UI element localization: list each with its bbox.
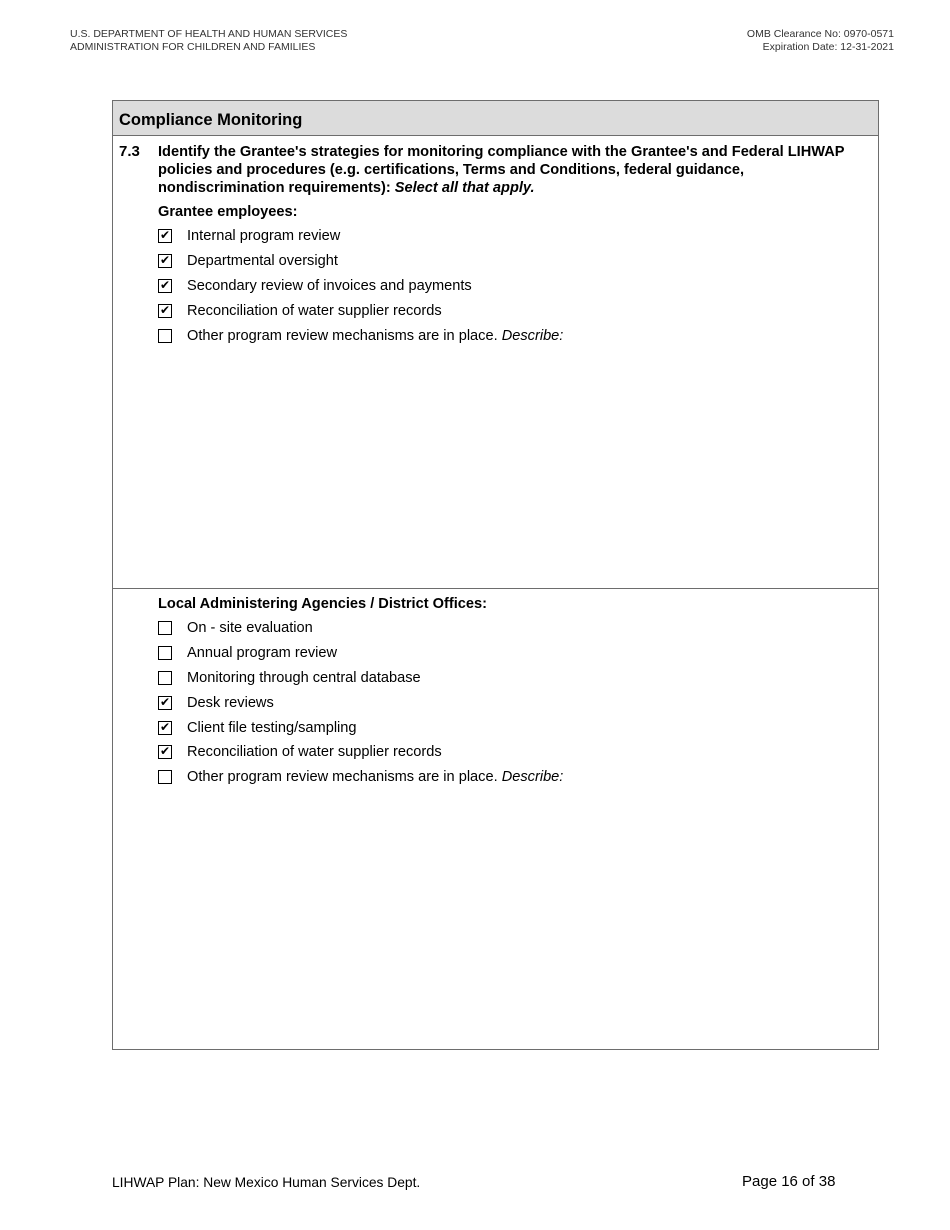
checkbox[interactable] (158, 671, 172, 685)
agency-name: U.S. DEPARTMENT OF HEALTH AND HUMAN SERVICES (70, 28, 348, 40)
option-label: Departmental oversight (187, 253, 338, 270)
administration-name: ADMINISTRATION FOR CHILDREN AND FAMILIES (70, 40, 316, 53)
checkbox[interactable] (158, 696, 172, 710)
section-divider (113, 588, 878, 589)
checkbox[interactable] (158, 229, 172, 243)
option-label: Other program review mechanisms are in place. (187, 327, 498, 344)
option-label: On - site evaluation (187, 620, 313, 637)
grantee-option-other (158, 323, 563, 348)
checkbox[interactable] (158, 721, 172, 735)
omb-header (747, 28, 894, 53)
checkbox[interactable] (158, 254, 172, 268)
agency-header (70, 28, 347, 53)
local-option-other (158, 765, 563, 790)
plan-footer: LIHWAP Plan: New Mexico Human Services Dept. (112, 1175, 421, 1190)
grantee-employees-label: Grantee employees: (158, 204, 298, 220)
local-options (158, 616, 563, 790)
checkbox[interactable] (158, 621, 172, 635)
checkbox[interactable] (158, 279, 172, 293)
option-label: Reconciliation of water supplier records (187, 744, 442, 761)
local-agencies-label: Local Administering Agencies / District Offices: (158, 596, 487, 612)
describe-label: Describe: (501, 327, 564, 344)
compliance-monitoring-section (112, 100, 879, 1050)
option-label: Secondary review of invoices and payments (187, 277, 472, 294)
option-label: Client file testing/sampling (187, 719, 357, 736)
local-option (158, 715, 563, 740)
question-body: Identify the Grantee's strategies for monitoring compliance with the Grantee's and Federal LIHWAP policies and procedures (e.g. certifications, Terms and Conditions, federal guidance, nondiscrimination requirements): (158, 144, 845, 196)
local-option (158, 690, 563, 715)
local-option (158, 616, 563, 641)
describe-label: Describe: (501, 769, 564, 786)
grantee-option (158, 224, 563, 249)
section-title: Compliance Monitoring (113, 101, 878, 136)
grantee-option (158, 274, 563, 299)
checkbox[interactable] (158, 770, 172, 784)
local-option (158, 666, 563, 691)
checkbox[interactable] (158, 745, 172, 759)
option-label: Other program review mechanisms are in place. (187, 769, 498, 786)
question-number: 7.3 (119, 143, 140, 160)
local-option (158, 641, 563, 666)
checkbox[interactable] (158, 646, 172, 660)
expiration-date: Expiration Date: 12-31-2021 (762, 40, 894, 53)
question-text (158, 143, 868, 197)
grantee-option (158, 249, 563, 274)
grantee-option (158, 298, 563, 323)
local-other-description[interactable] (158, 798, 858, 1038)
option-label: Monitoring through central database (187, 669, 421, 686)
grantee-other-description[interactable] (158, 356, 858, 576)
option-label: Internal program review (187, 228, 341, 245)
grantee-options (158, 224, 563, 348)
option-label: Reconciliation of water supplier records (187, 302, 442, 319)
checkbox[interactable] (158, 329, 172, 343)
option-label: Desk reviews (187, 694, 274, 711)
option-label: Annual program review (187, 645, 338, 662)
checkbox[interactable] (158, 304, 172, 318)
question-instruction: Select all that apply. (394, 180, 535, 196)
local-option (158, 740, 563, 765)
omb-clearance: OMB Clearance No: 0970-0571 (746, 28, 894, 40)
page-number: Page 16 of 38 (742, 1173, 836, 1190)
